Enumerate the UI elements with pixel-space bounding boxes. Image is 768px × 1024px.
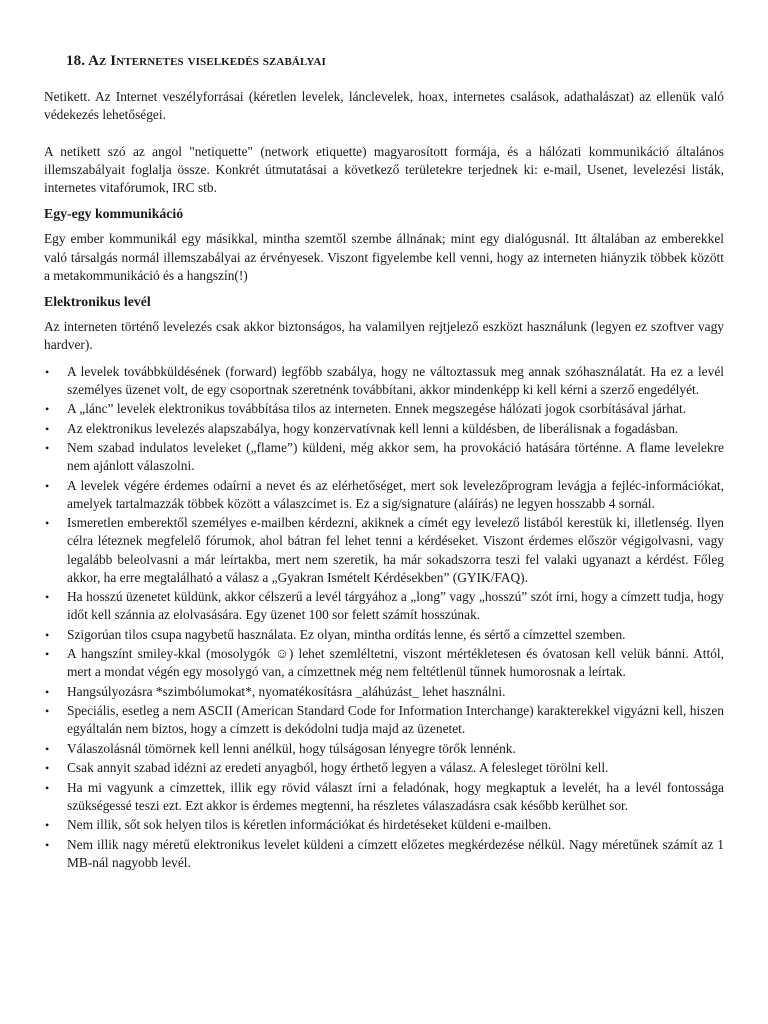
list-item [44, 420, 724, 438]
list-item-text: Ha mi vagyunk a címzettek, illik egy rövid választ írni a feladónak, hogy megkaptuk a levelét, ha a levél fontossága szükségessé teszi ezt. Ezt akkor is érdemes megtenni, ha részletes válaszadásra csak később kerülhet sor. [67, 779, 724, 813]
bullet-icon: • [45, 761, 50, 776]
list-item-text: Ha hosszú üzenetet küldünk, akkor célszerű a levél tárgyához a „long” vagy „hosszú” szót írni, hogy a címzett tudja, hogy időt kell szánnia az elolvasására. Egy üzenet 100 sor felett számít hosszúnak. [67, 589, 724, 623]
list-item-text: Nem szabad indulatos leveleket („flame”) küldeni, még akkor sem, ha provokáció hatására történne. A flame levelekre nem ajánlott válaszolni. [67, 440, 724, 474]
list-item-text: Speciális, esetleg a nem ASCII (American Standard Code for Information Interchange) karakterekkel vigyázni kell, hiszen egyáltalán nem biztos, hogy a címzett is dekódolni tudja majd az üzenetet. [67, 703, 724, 737]
list-item [44, 740, 724, 758]
list-item [44, 626, 724, 644]
document-page [44, 52, 724, 873]
bullet-icon: • [45, 441, 50, 456]
list-item-text: Szigorúan tilos csupa nagybetű használata. Ez olyan, mintha ordítás lenne, és sértő a címzettel szemben. [67, 626, 626, 642]
list-item [44, 702, 724, 738]
list-item [44, 645, 724, 681]
list-item [44, 759, 724, 777]
bullet-icon: • [45, 684, 50, 699]
section-paragraph-elektronikus-level: Az interneten történő levelezés csak akkor biztonságos, ha valamilyen rejtjelező eszközt használunk (legyen ez szoftver vagy hardver). [44, 319, 724, 353]
bullet-icon: • [45, 516, 50, 531]
section-heading-elektronikus-level: Elektronikus levél [44, 294, 151, 310]
list-item-text: A „lánc” levelek elektronikus továbbítása tilos az interneten. Ennek megszegése hálózati jogok csorbításával járhat. [67, 401, 687, 417]
list-item [44, 779, 724, 815]
list-item [44, 439, 724, 475]
list-item-text: Nem illik nagy méretű elektronikus levelet küldeni a címzett előzetes megkérdezése nélkül. Nagy méretűnek számít az 1 MB-nál nagyobb levél. [67, 836, 724, 870]
page-title: 18. Az Internetes viselkedés szabályai [66, 53, 326, 69]
bullet-icon: • [45, 704, 50, 719]
rules-list [44, 363, 724, 872]
bullet-icon: • [45, 402, 50, 417]
bullet-icon: • [45, 741, 50, 756]
bullet-icon: • [45, 627, 50, 642]
list-item [44, 400, 724, 418]
list-item [44, 514, 724, 587]
list-item-text: Nem illik, sőt sok helyen tilos is kéretlen információkat és hirdetéseket küldeni e-mailben. [67, 817, 552, 833]
list-item [44, 477, 724, 513]
bullet-icon: • [45, 837, 50, 852]
section-heading-egy-egy: Egy-egy kommunikáció [44, 206, 184, 222]
bullet-icon: • [45, 364, 50, 379]
bullet-icon: • [45, 478, 50, 493]
bullet-icon: • [45, 780, 50, 795]
list-item-text: Válaszolásnál tömörnek kell lenni anélkül, hogy túlságosan lényegre törők lennénk. [67, 740, 516, 756]
list-item [44, 588, 724, 624]
intro-paragraph-2: A netikett szó az angol "netiquette" (network etiquette) magyarosított formája, és a hálózati kommunikáció általános illemszabályait foglalja össze. Konkrét útmutatásai a következő területekre terjednek ki: e-mail, Usenet, levelezési listák, internetes vitafórumok, IRC stb. [44, 143, 724, 196]
list-item [44, 816, 724, 834]
section-paragraph-egy-egy: Egy ember kommunikál egy másikkal, mintha szemtől szembe állnának; mint egy dialógusnál. Itt általában az emberekkel való társalgás normál illemszabályai az érvényesek. Viszont figyelembe kell venni, hogy az interneten hiányzik többek között a metakommunikáció és a hangszín(!) [44, 231, 724, 283]
list-item-text: Csak annyit szabad idézni az eredeti anyagból, hogy érthető legyen a válasz. A felesleget törölni kell. [67, 760, 609, 776]
list-item [44, 363, 724, 399]
bullet-icon: • [45, 647, 50, 662]
list-item [44, 683, 724, 701]
list-item-text: Az elektronikus levelezés alapszabálya, hogy konzervatívnak kell lenni a küldésben, de liberálisnak a fogadásban. [67, 420, 679, 436]
list-item-text: A levelek továbbküldésének (forward) legfőbb szabálya, hogy ne változtassuk meg annak szóhasználatát. Ha ez a levél személyes üzenet volt, de egy csoportnak szeretnénk továbbítani, akkor mindenképp ki kell kérni a szerző engedélyét. [67, 363, 724, 397]
list-item-text: A levelek végére érdemes odaírni a nevet és az elérhetőséget, mert sok levelezőprogram levágja a fejléc-információkat, amelyek tartalmazzák többek között a válaszcímet is. Ez a sig/signature (aláírás) ne legyen hosszabb 4 sornál. [67, 477, 724, 511]
bullet-icon: • [45, 590, 50, 605]
list-item-text: A hangszínt smiley-kkal (mosolygók ☺) lehet szemléltetni, viszont mértékletesen és óvatosan kell velük bánni. Attól, mert a mondat végén egy mosolygó van, a címzettnek még nem feltétlenül tűnnek humorosnak a leírtak. [67, 646, 724, 680]
bullet-icon: • [45, 421, 50, 436]
list-item-text: Ismeretlen emberektől személyes e-mailben kérdezni, akiknek a címét egy levelező listából kerestük ki, illetlenség. Ilyen célra léteznek megfelelő fórumok, ahol bátran fel lehet tenni a kérdéseket. Viszont érdemes először végigolvasni, vagy legalább beleolvasni a már leírtakba, mert nem szeretik, ha már sokadszorra teszi fel valaki ugyanazt a kérdést. Főleg akkor, ha erre megtalálható a válasz a „Gyakran Ismételt Kérdésekben” (GYIK/FAQ). [67, 515, 724, 585]
intro-paragraph-1: Netikett. Az Internet veszélyforrásai (kéretlen levelek, lánclevelek, hoax, internetes csalások, adathalászat) az ellenük való védekezés lehetőségei. [44, 89, 724, 123]
list-item [44, 836, 724, 872]
bullet-icon: • [45, 818, 50, 833]
list-item-text: Hangsúlyozásra *szimbólumokat*, nyomatékosításra _aláhúzást_ lehet használni. [67, 683, 506, 699]
